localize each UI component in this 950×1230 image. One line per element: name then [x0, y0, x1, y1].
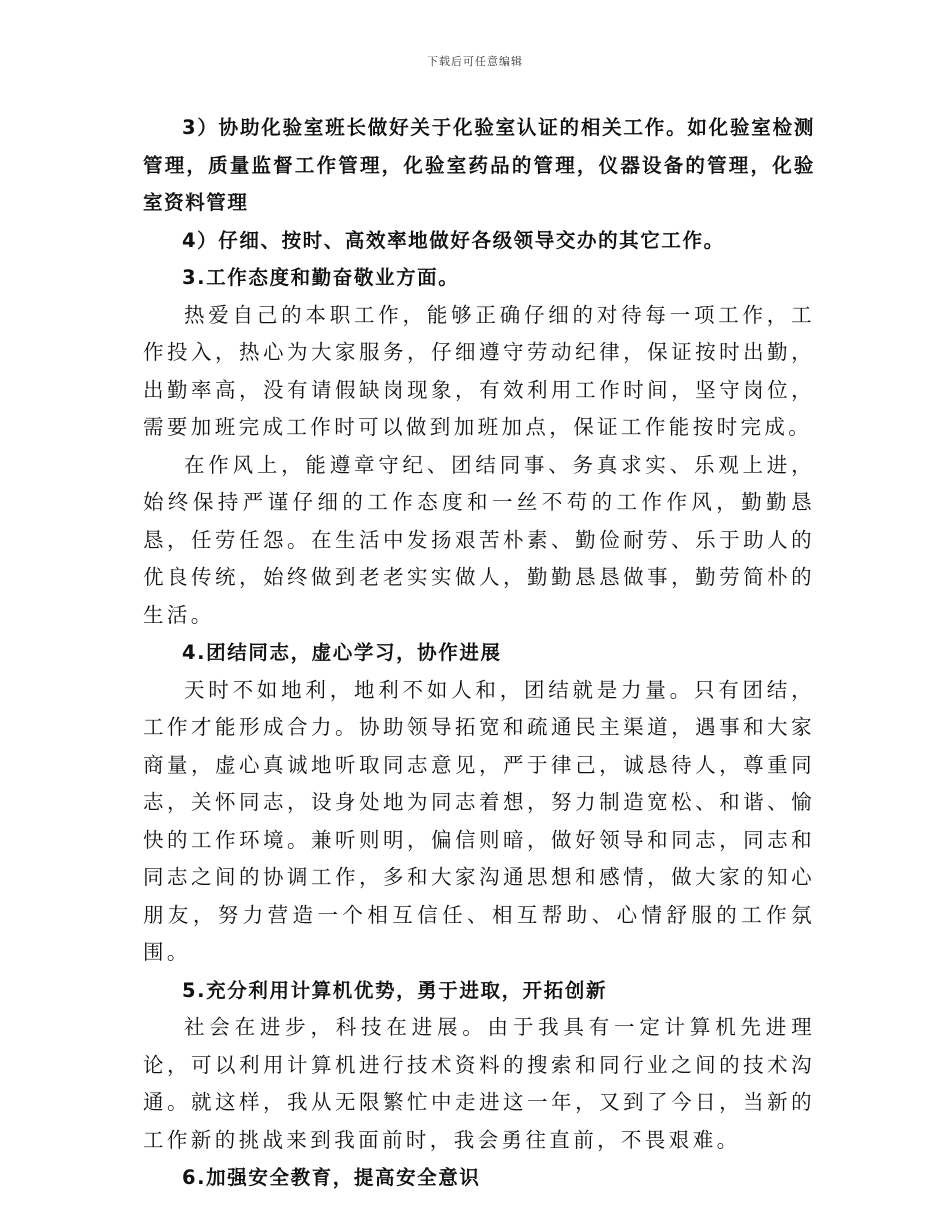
body-paragraph: 热爱自己的本职工作，能够正确仔细的对待每一项工作，工作投入，热心为大家服务，仔细遵守劳动纪律，保证按时出勤，出勤率高，没有请假缺岗现象，有效利用工作时间，坚守岗位，需要加班完成工作时可以做到加班加点，保证工作能按时完成。	[143, 302, 815, 439]
document-body	[143, 109, 815, 1197]
body-paragraph: 在作风上，能遵章守纪、团结同事、务真求实、乐观上进，始终保持严谨仔细的工作态度和一丝不苟的工作作风，勤勤恳恳，任劳任怨。在生活中发扬艰苦朴素、勤俭耐劳、乐于助人的优良传统，始终做到老老实实做人，勤勤恳恳做事，勤劳简朴的生活。	[143, 452, 815, 627]
section-heading-5: 5.充分利用计算机优势，勇于进取，开拓创新	[182, 978, 608, 1002]
section-heading-6: 6.加强安全教育，提高安全意识	[182, 1166, 481, 1189]
page-header: 下载后可任意编辑	[427, 55, 523, 68]
section-heading-4: 4.团结同志，虚心学习，协作进展	[182, 641, 502, 664]
body-paragraph: 社会在进步，科技在进展。由于我具有一定计算机先进理论，可以利用计算机进行技术资料的搜索和同行业之间的技术沟通。就这样，我从无限繁忙中走进这一年，又到了今日，当新的工作新的挑战来到我面前时，我会勇往直前，不畏艰难。	[143, 1015, 815, 1152]
paragraph-item-3: 3）协助化验室班长做好关于化验室认证的相关工作。如化验室检测管理，质量监督工作管理，化验室药品的管理，仪器设备的管理，化验室资料管理	[143, 116, 815, 214]
paragraph-item-4: 4）仔细、按时、高效率地做好各级领导交办的其它工作。	[182, 228, 725, 252]
body-paragraph: 天时不如地利，地利不如人和，团结就是力量。只有团结，工作才能形成合力。协助领导拓宽和疏通民主渠道，遇事和大家商量，虚心真诚地听取同志意见，严于律己，诚恳待人，尊重同志，关怀同志，设身处地为同志着想，努力制造宽松、和谐、愉快的工作环境。兼听则明，偏信则暗，做好领导和同志，同志和同志之间的协调工作，多和大家沟通思想和感情，做大家的知心朋友，努力营造一个相互信任、相互帮助、心情舒服的工作氛围。	[143, 677, 815, 964]
section-heading-3: 3.工作态度和勤奋敬业方面。	[182, 266, 460, 289]
